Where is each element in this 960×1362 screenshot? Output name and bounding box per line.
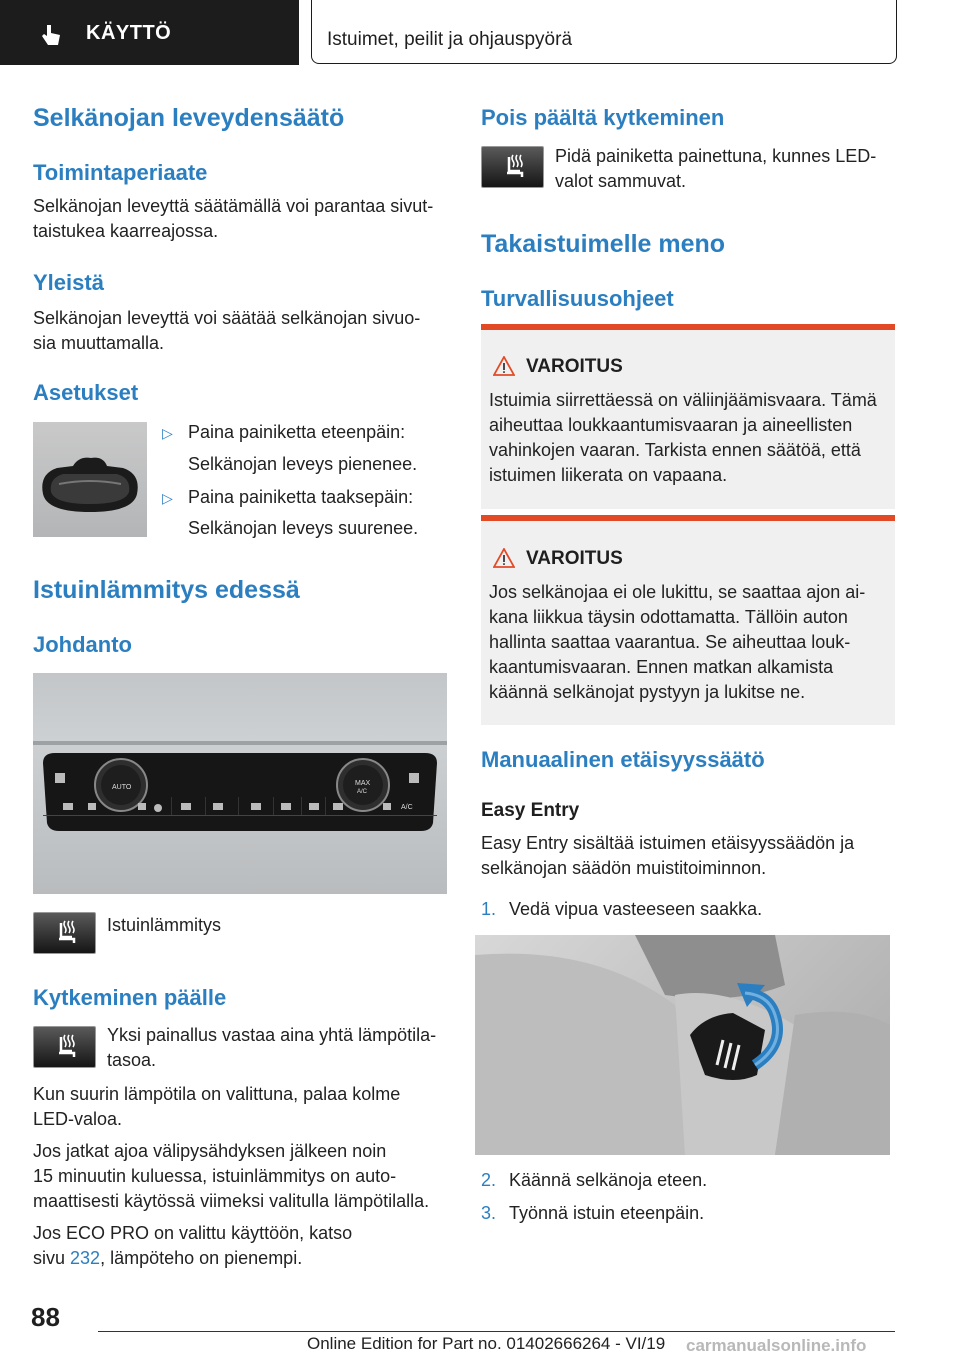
heading-seat-heating: Istuinlämmitys edessä bbox=[33, 576, 300, 604]
heading-general: Yleistä bbox=[33, 270, 104, 295]
heading-rear-access: Takaistuimelle meno bbox=[481, 230, 726, 258]
warning-triangle-icon bbox=[493, 548, 515, 568]
warning-triangle-icon bbox=[493, 356, 515, 376]
step-2-text: Käännä selkänoja eteen. bbox=[509, 1170, 708, 1190]
para-2-line-1: Jos jatkat ajoa välipysähdyksen jälkeen noin bbox=[33, 1141, 387, 1161]
page-link-232[interactable]: 232 bbox=[70, 1248, 101, 1268]
seat-lever-photo bbox=[475, 935, 890, 1155]
bullet-2: Paina painiketta taaksepäin: bbox=[188, 487, 414, 507]
warning-2-line-2: kana liikkua täysin odottamatta. Tällöin auton bbox=[489, 607, 848, 627]
max-label: MAX bbox=[355, 780, 371, 787]
heading-backrest-width: Selkänojan leveydensäätö bbox=[33, 104, 345, 132]
seat-heating-button-1 bbox=[33, 912, 96, 954]
principle-text-1: Selkänojan leveyttä säätämällä voi parantaa sivut- bbox=[33, 196, 434, 216]
warning-box-1 bbox=[481, 324, 895, 509]
step-1 bbox=[481, 897, 763, 922]
switch-off-text-2: valot sammuvat. bbox=[555, 171, 687, 191]
seat-lever-image bbox=[475, 935, 890, 1155]
warning-2-line-5: käännä selkänojat pystyyn ja lukitse ne. bbox=[489, 682, 806, 702]
footer-divider bbox=[98, 1331, 895, 1332]
para-1-line-2: LED-valoa. bbox=[33, 1109, 123, 1129]
heading-easy-entry: Easy Entry bbox=[481, 800, 580, 821]
warning-2-line-3: hallinta saattaa vaarantua. Se aiheuttaa louk- bbox=[489, 632, 851, 652]
step-1-text: Vedä vipua vasteeseen saakka. bbox=[509, 899, 763, 919]
bullet-1: Paina painiketta eteenpäin: bbox=[188, 422, 406, 442]
principle-text-2: taistukea kaarreajossa. bbox=[33, 221, 219, 241]
warning-box-2 bbox=[481, 515, 895, 725]
section-title: KÄYTTÖ bbox=[86, 22, 172, 44]
climate-panel-image bbox=[33, 673, 447, 894]
max-ac-label: A/C bbox=[357, 789, 368, 795]
seat-heating-icon bbox=[34, 913, 95, 953]
step-3-text: Työnnä istuin eteenpäin. bbox=[509, 1203, 705, 1223]
climate-control-panel bbox=[33, 673, 447, 894]
warning-1-line-3: vahinkojen vaaran. Tarkista ennen säätöä, että bbox=[489, 440, 861, 460]
warning-2-title: VAROITUS bbox=[526, 548, 623, 569]
heading-intro: Johdanto bbox=[33, 632, 132, 657]
step-3-number: 3. bbox=[481, 1203, 497, 1223]
easy-entry-text-1: Easy Entry sisältää istuimen etäisyyssäädön ja bbox=[481, 833, 855, 853]
bullet-1-result: Selkänojan leveys pienenee. bbox=[188, 454, 418, 474]
section-tab bbox=[0, 0, 299, 65]
warning-1-line-1: Istuimia siirrettäessä on väliinjäämisvaara. Tämä bbox=[489, 390, 877, 410]
easy-entry-text-2: selkänojan säädön muistitoiminnon. bbox=[481, 858, 767, 878]
warning-2-line-4: kaantumisvaaran. Ennen matkan alkamista bbox=[489, 657, 834, 677]
ac-label: A/C bbox=[401, 804, 413, 811]
para-2-line-2: 15 minuutin kuluessa, istuinlämmitys on auto- bbox=[33, 1166, 397, 1186]
watermark: carmanualsonline.info bbox=[686, 1336, 867, 1355]
bullet-marker-2: ▷ bbox=[162, 490, 173, 506]
seat-heating-button-2 bbox=[33, 1026, 96, 1068]
warning-1-line-2: aiheuttaa loukkaantumisvaaran ja aineellisten bbox=[489, 415, 853, 435]
step-2 bbox=[481, 1168, 708, 1193]
heading-switch-off: Pois päältä kytkeminen bbox=[481, 105, 725, 130]
heading-switch-on: Kytkeminen päälle bbox=[33, 985, 227, 1010]
para-3-prefix: sivu bbox=[33, 1248, 71, 1268]
seat-heating-icon bbox=[482, 147, 543, 187]
warning-2-body bbox=[489, 580, 889, 705]
heading-manual-adjust: Manuaalinen etäisyyssäätö bbox=[481, 747, 765, 772]
switch-off-text-1: Pidä painiketta painettuna, kunnes LED- bbox=[555, 146, 877, 166]
step-2-number: 2. bbox=[481, 1170, 497, 1190]
warning-1-line-4: istuimen liikerata on vapaana. bbox=[489, 465, 728, 485]
para-2-line-3: maattisesti käytössä viimeksi valitulla lämpötilalla. bbox=[33, 1191, 430, 1211]
seat-heating-caption: Istuinlämmitys bbox=[107, 915, 222, 935]
warning-2-line-1: Jos selkänojaa ei ole lukittu, se saattaa ajon ai- bbox=[489, 582, 866, 602]
auto-label: AUTO bbox=[112, 784, 132, 791]
step-1-number: 1. bbox=[481, 899, 497, 919]
para-3-suffix: , lämpöteho on pienempi. bbox=[100, 1248, 303, 1268]
warning-1-title: VAROITUS bbox=[526, 356, 623, 377]
bullet-marker-1: ▷ bbox=[162, 425, 173, 441]
warning-1-body bbox=[489, 388, 889, 488]
step-3 bbox=[481, 1201, 705, 1226]
bullet-2-result: Selkänojan leveys suurenee. bbox=[188, 518, 419, 538]
hand-pointer-icon bbox=[38, 22, 64, 48]
chapter-title: Istuimet, peilit ja ohjauspyörä bbox=[327, 29, 573, 50]
seat-heating-icon bbox=[34, 1027, 95, 1067]
para-3-line-2 bbox=[33, 1246, 302, 1271]
backrest-button-icon bbox=[33, 422, 147, 537]
general-text-2: sia muuttamalla. bbox=[33, 333, 165, 353]
general-text-1: Selkänojan leveyttä voi säätää selkänojan sivuo- bbox=[33, 308, 421, 328]
para-1-line-1: Kun suurin lämpötila on valittuna, palaa kolme bbox=[33, 1084, 401, 1104]
switch-on-text-2: tasoa. bbox=[107, 1050, 157, 1070]
para-3-line-1: Jos ECO PRO on valittu käyttöön, katso bbox=[33, 1223, 353, 1243]
heading-safety: Turvallisuusohjeet bbox=[481, 286, 674, 311]
width-button-image bbox=[33, 422, 147, 537]
heading-settings: Asetukset bbox=[33, 380, 139, 405]
page-number: 88 bbox=[31, 1302, 60, 1332]
switch-on-text-1: Yksi painallus vastaa aina yhtä lämpötila- bbox=[107, 1025, 437, 1045]
chapter-tab bbox=[311, 0, 897, 64]
edition-text: Online Edition for Part no. 01402666264 - VI/19 bbox=[307, 1334, 666, 1353]
heading-principle: Toimintaperiaate bbox=[33, 160, 208, 185]
seat-heating-button-3 bbox=[481, 146, 544, 188]
